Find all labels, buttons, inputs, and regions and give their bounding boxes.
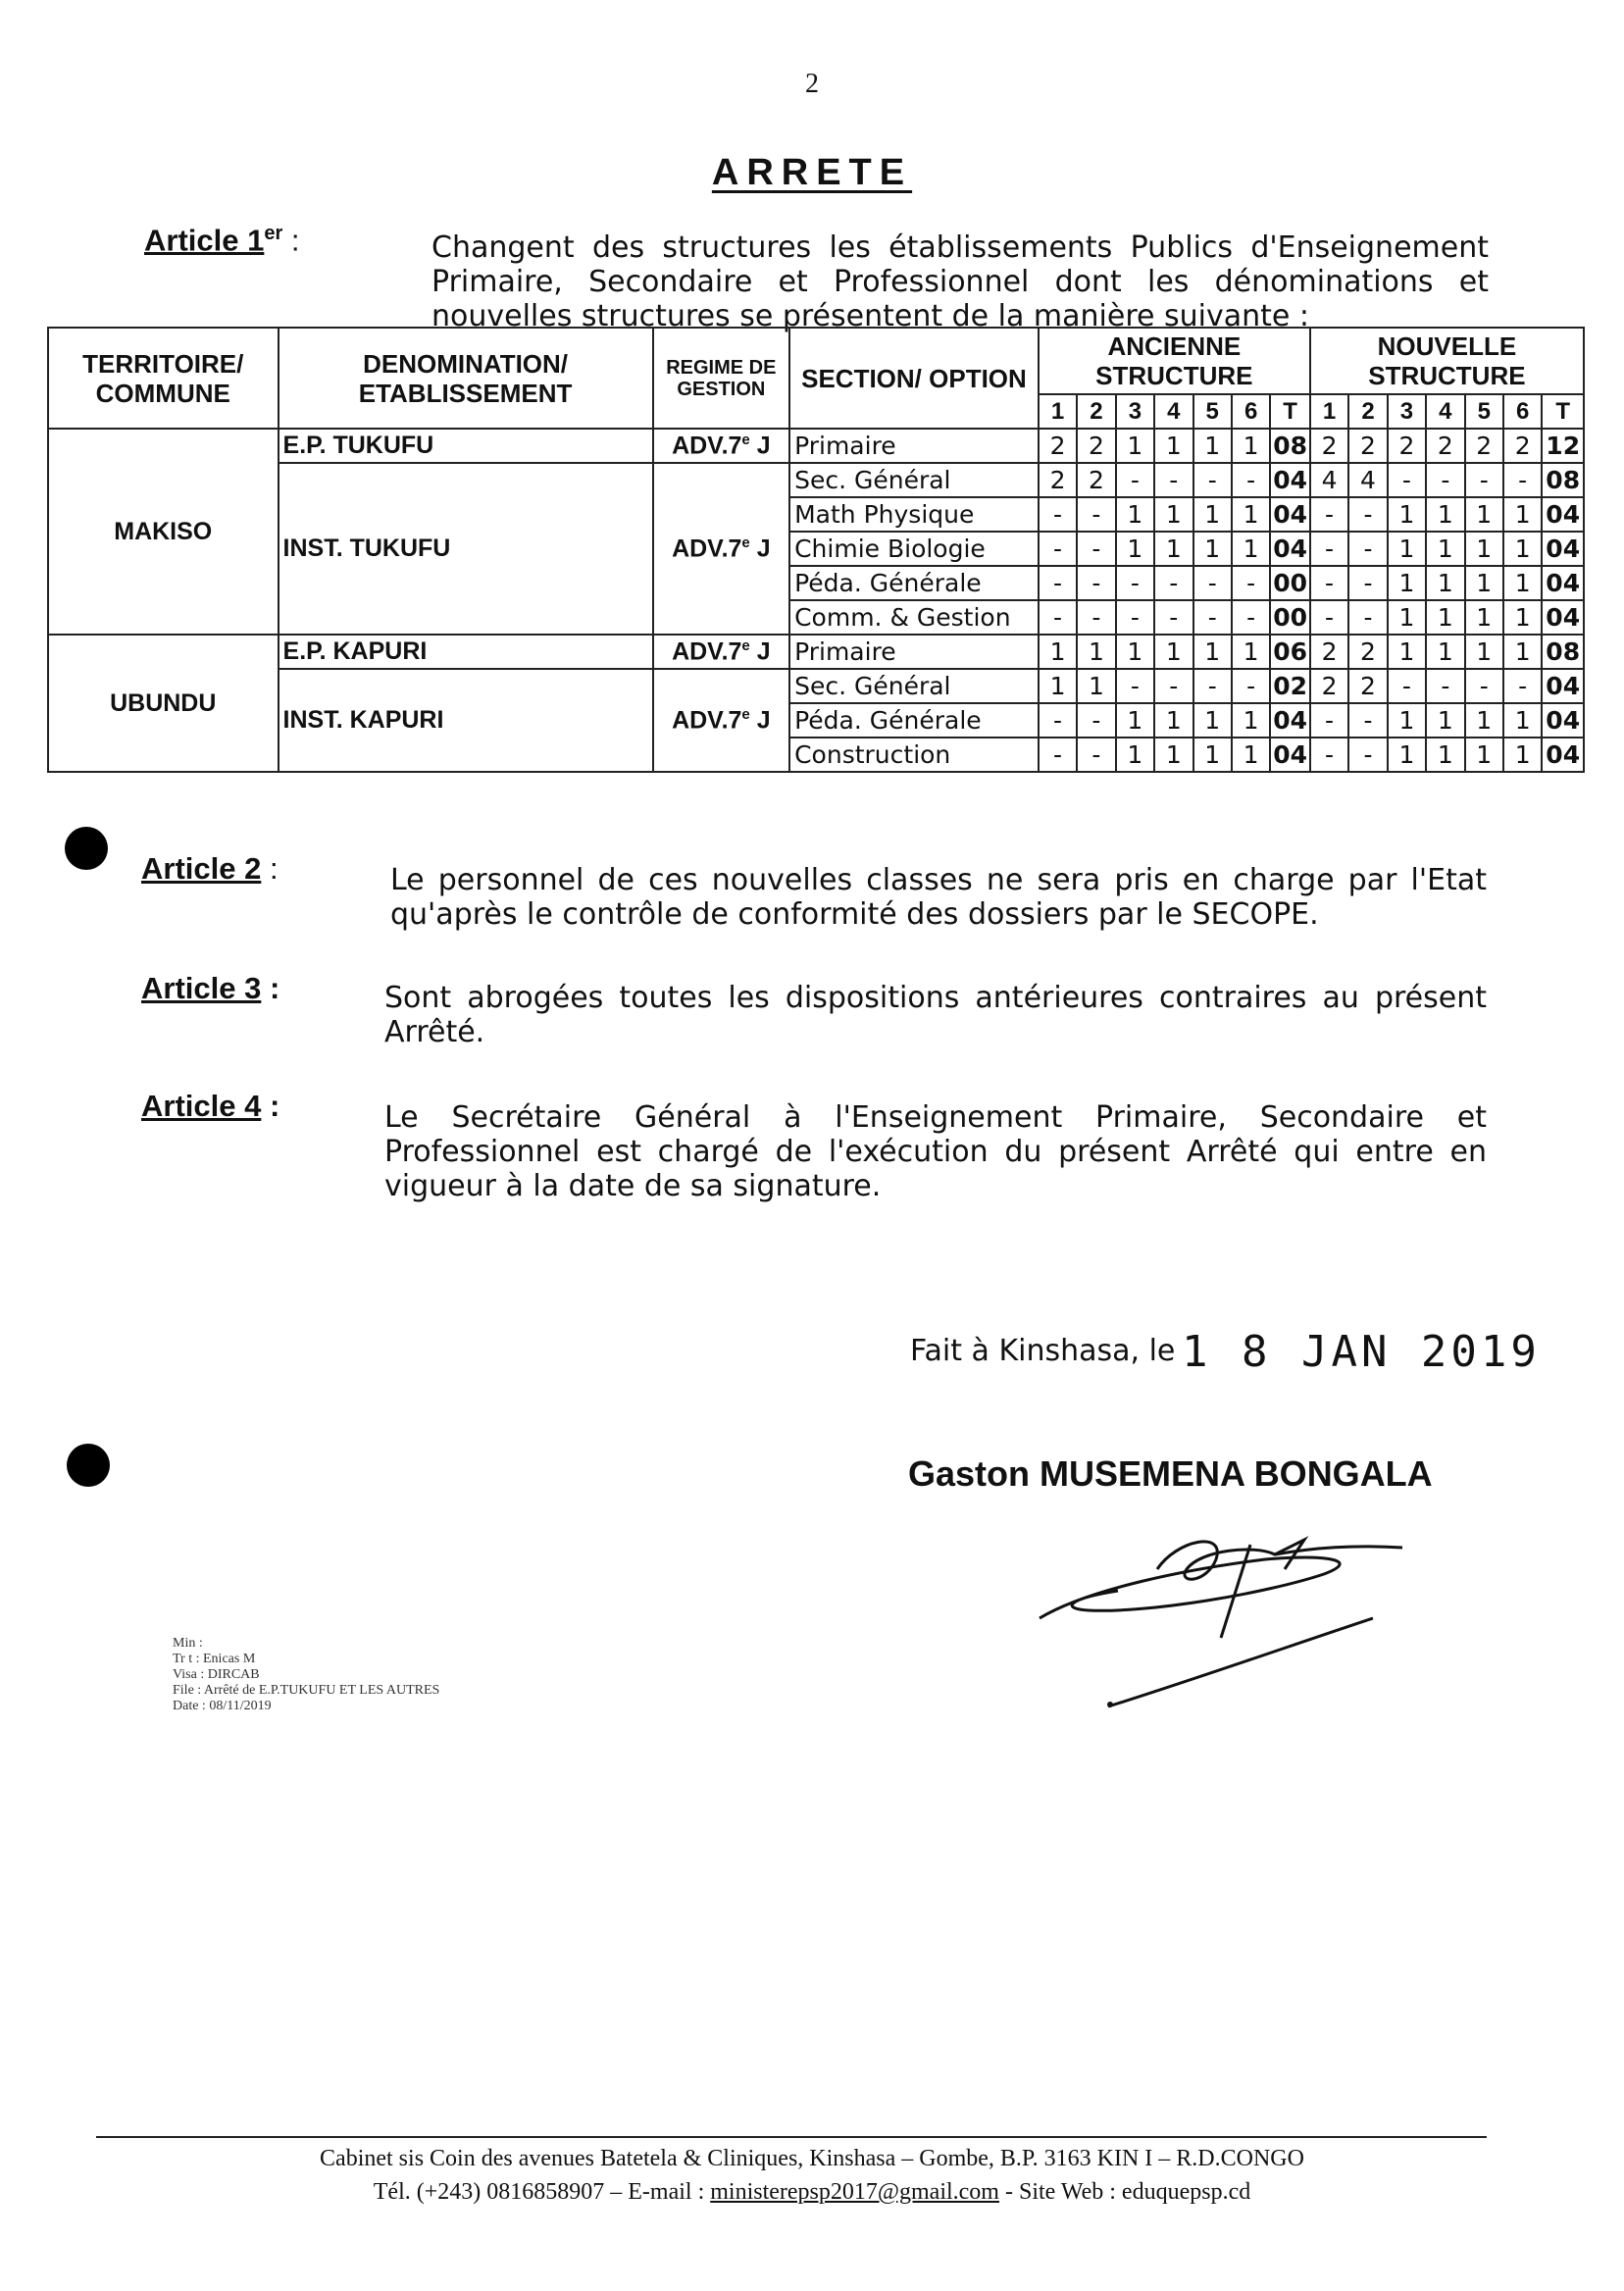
anc-class-cell: 1 — [1116, 635, 1154, 669]
document-title — [0, 152, 1624, 194]
nouv-class-cell: - — [1465, 463, 1503, 497]
anc-class-cell: 2 — [1039, 463, 1077, 497]
nouv-class-cell: - — [1503, 463, 1542, 497]
title-text: ARRETE — [711, 152, 913, 193]
anc-total-cell: 00 — [1270, 566, 1310, 600]
anc-col-header: 2 — [1077, 394, 1115, 429]
anc-total-cell: 08 — [1270, 429, 1310, 463]
anc-class-cell: 1 — [1154, 532, 1193, 566]
routing-file: File : Arrêté de E.P.TUKUFU ET LES AUTRES — [173, 1683, 440, 1698]
anc-class-cell: - — [1154, 600, 1193, 635]
article-4-text: Le Secrétaire Général à l'Enseignement Primaire, Secondaire et Professionnel est chargé de l'exécution du présent Arrêté qui entre en vigueur à la date de sa signature. — [384, 1100, 1487, 1203]
nouv-class-cell: - — [1310, 532, 1348, 566]
section-cell: Math Physique — [789, 497, 1039, 532]
nouv-col-header: 5 — [1465, 394, 1503, 429]
article-2-label: Article 2 : — [141, 851, 279, 886]
anc-class-cell: - — [1077, 532, 1115, 566]
anc-col-header: 5 — [1193, 394, 1232, 429]
anc-class-cell: 1 — [1232, 532, 1270, 566]
section-cell: Primaire — [789, 429, 1039, 463]
anc-class-cell: - — [1193, 566, 1232, 600]
nouv-class-cell: 1 — [1465, 497, 1503, 532]
anc-class-cell: 1 — [1193, 429, 1232, 463]
nouv-class-cell: 1 — [1465, 566, 1503, 600]
section-cell: Sec. Général — [789, 669, 1039, 703]
anc-total-cell: 04 — [1270, 497, 1310, 532]
anc-class-cell: - — [1116, 566, 1154, 600]
table-row — [48, 463, 1584, 497]
anc-class-cell: 1 — [1193, 703, 1232, 738]
nouv-class-cell: 2 — [1310, 635, 1348, 669]
anc-class-cell: 1 — [1154, 497, 1193, 532]
signatory-name: Gaston MUSEMENA BONGALA — [908, 1453, 1433, 1494]
anc-class-cell: 1 — [1116, 703, 1154, 738]
anc-class-cell: - — [1039, 497, 1077, 532]
nouv-class-cell: - — [1310, 497, 1348, 532]
routing-min: Min : — [173, 1636, 203, 1651]
nouv-col-header: T — [1542, 394, 1584, 429]
section-cell: Construction — [789, 738, 1039, 772]
anc-col-header: 3 — [1116, 394, 1154, 429]
nouv-class-cell: 1 — [1503, 738, 1542, 772]
section-cell: Primaire — [789, 635, 1039, 669]
nouv-total-cell: 04 — [1542, 703, 1584, 738]
anc-class-cell: 1 — [1232, 497, 1270, 532]
routing-treated: Tr t : Enicas M — [173, 1652, 256, 1666]
anc-total-cell: 00 — [1270, 600, 1310, 635]
regime-cell: ADV.7e J — [653, 669, 789, 772]
nouv-class-cell: - — [1388, 669, 1426, 703]
page-number: 2 — [805, 69, 819, 99]
nouv-class-cell: 4 — [1348, 463, 1387, 497]
nouv-class-cell: 1 — [1503, 703, 1542, 738]
etablissement-cell: E.P. TUKUFU — [279, 429, 653, 463]
anc-total-cell: 04 — [1270, 532, 1310, 566]
nouv-class-cell: 1 — [1465, 635, 1503, 669]
nouv-class-cell: 1 — [1426, 497, 1464, 532]
nouv-class-cell: - — [1310, 703, 1348, 738]
signature-place: Fait à Kinshasa, le — [910, 1334, 1176, 1368]
routing-visa: Visa : DIRCAB — [173, 1667, 260, 1682]
anc-class-cell: - — [1193, 463, 1232, 497]
anc-class-cell: - — [1116, 463, 1154, 497]
header-territoire: TERRITOIRE/ COMMUNE — [48, 328, 279, 429]
nouv-class-cell: 2 — [1310, 669, 1348, 703]
nouv-class-cell: 2 — [1348, 429, 1387, 463]
nouv-class-cell: 1 — [1388, 497, 1426, 532]
header-ancienne: ANCIENNE STRUCTURE — [1039, 328, 1310, 394]
header-section: SECTION/ OPTION — [789, 328, 1039, 429]
nouv-class-cell: 2 — [1465, 429, 1503, 463]
anc-class-cell: 1 — [1232, 635, 1270, 669]
routing-date: Date : 08/11/2019 — [173, 1699, 272, 1713]
nouv-class-cell: 1 — [1426, 738, 1464, 772]
anc-class-cell: - — [1232, 566, 1270, 600]
routing-notes — [173, 1636, 467, 1714]
nouv-class-cell: 2 — [1388, 429, 1426, 463]
nouv-class-cell: 1 — [1426, 532, 1464, 566]
anc-class-cell: 2 — [1039, 429, 1077, 463]
anc-class-cell: 1 — [1154, 635, 1193, 669]
nouv-class-cell: 1 — [1465, 600, 1503, 635]
header-nouvelle: NOUVELLE STRUCTURE — [1310, 328, 1584, 394]
nouv-class-cell: 2 — [1503, 429, 1542, 463]
etablissement-cell: INST. TUKUFU — [279, 463, 653, 635]
anc-class-cell: 1 — [1193, 532, 1232, 566]
nouv-col-header: 2 — [1348, 394, 1387, 429]
anc-class-cell: - — [1039, 566, 1077, 600]
nouv-class-cell: - — [1310, 738, 1348, 772]
structure-table — [47, 327, 1585, 773]
table-row — [48, 429, 1584, 463]
anc-col-header: 6 — [1232, 394, 1270, 429]
nouv-class-cell: 1 — [1388, 600, 1426, 635]
anc-class-cell: - — [1193, 600, 1232, 635]
nouv-class-cell: - — [1426, 463, 1464, 497]
regime-cell: ADV.7e J — [653, 463, 789, 635]
anc-total-cell: 06 — [1270, 635, 1310, 669]
territoire-cell: MAKISO — [48, 429, 279, 635]
nouv-class-cell: - — [1503, 669, 1542, 703]
anc-class-cell: - — [1039, 600, 1077, 635]
nouv-class-cell: 1 — [1388, 532, 1426, 566]
etablissement-cell: INST. KAPURI — [279, 669, 653, 772]
anc-class-cell: 1 — [1154, 429, 1193, 463]
anc-col-header: T — [1270, 394, 1310, 429]
nouv-class-cell: 1 — [1503, 600, 1542, 635]
nouv-class-cell: 1 — [1388, 635, 1426, 669]
article-2-text: Le personnel de ces nouvelles classes ne sera pris en charge par l'Etat qu'après le contrôle de conformité des dossiers par le SECOPE. — [390, 863, 1487, 932]
anc-class-cell: 1 — [1039, 635, 1077, 669]
nouv-class-cell: 1 — [1426, 703, 1464, 738]
table-row — [48, 635, 1584, 669]
nouv-col-header: 4 — [1426, 394, 1464, 429]
handwritten-signature — [1030, 1501, 1442, 1726]
anc-class-cell: 1 — [1039, 669, 1077, 703]
nouv-class-cell: - — [1348, 532, 1387, 566]
anc-class-cell: - — [1154, 669, 1193, 703]
nouv-class-cell: - — [1348, 738, 1387, 772]
nouv-class-cell: 1 — [1388, 738, 1426, 772]
nouv-total-cell: 08 — [1542, 635, 1584, 669]
nouv-class-cell: - — [1426, 669, 1464, 703]
regime-cell: ADV.7e J — [653, 635, 789, 669]
nouv-class-cell: 1 — [1426, 635, 1464, 669]
anc-class-cell: 1 — [1193, 738, 1232, 772]
anc-class-cell: 1 — [1116, 738, 1154, 772]
nouv-total-cell: 04 — [1542, 566, 1584, 600]
nouv-class-cell: - — [1310, 600, 1348, 635]
nouv-total-cell: 04 — [1542, 669, 1584, 703]
anc-class-cell: 1 — [1232, 703, 1270, 738]
anc-class-cell: 1 — [1232, 738, 1270, 772]
nouv-class-cell: 1 — [1465, 738, 1503, 772]
nouv-class-cell: 1 — [1503, 566, 1542, 600]
section-cell: Péda. Générale — [789, 566, 1039, 600]
nouv-class-cell: 1 — [1388, 703, 1426, 738]
section-cell: Chimie Biologie — [789, 532, 1039, 566]
regime-cell: ADV.7e J — [653, 429, 789, 463]
nouv-class-cell: 1 — [1465, 532, 1503, 566]
header-regime: REGIME DE GESTION — [653, 328, 789, 429]
nouv-total-cell: 04 — [1542, 497, 1584, 532]
anc-class-cell: - — [1232, 669, 1270, 703]
nouv-total-cell: 12 — [1542, 429, 1584, 463]
anc-class-cell: - — [1077, 738, 1115, 772]
anc-class-cell: 1 — [1193, 635, 1232, 669]
nouv-class-cell: 1 — [1388, 566, 1426, 600]
anc-class-cell: 1 — [1077, 669, 1115, 703]
footer-address: Cabinet sis Coin des avenues Batetela & Cliniques, Kinshasa – Gombe, B.P. 3163 KIN I – R.D.CONGO — [320, 2146, 1304, 2171]
section-cell: Sec. Général — [789, 463, 1039, 497]
nouv-class-cell: 2 — [1426, 429, 1464, 463]
anc-col-header: 1 — [1039, 394, 1077, 429]
signature-date: 1 8 JAN 2019 — [1182, 1327, 1541, 1377]
nouv-class-cell: 1 — [1426, 600, 1464, 635]
nouv-class-cell: 1 — [1503, 635, 1542, 669]
anc-total-cell: 04 — [1270, 463, 1310, 497]
nouv-col-header: 1 — [1310, 394, 1348, 429]
territoire-cell: UBUNDU — [48, 635, 279, 772]
anc-class-cell: - — [1077, 703, 1115, 738]
nouv-class-cell: 1 — [1465, 703, 1503, 738]
nouv-class-cell: - — [1348, 497, 1387, 532]
anc-total-cell: 04 — [1270, 738, 1310, 772]
nouv-class-cell: 1 — [1503, 497, 1542, 532]
anc-class-cell: - — [1077, 497, 1115, 532]
punch-hole-mark-2 — [67, 1444, 110, 1487]
nouv-col-header: 6 — [1503, 394, 1542, 429]
anc-class-cell: 1 — [1154, 703, 1193, 738]
article-3-text: Sont abrogées toutes les dispositions antérieures contraires au présent Arrêté. — [384, 981, 1487, 1049]
footer-rule — [96, 2136, 1487, 2138]
nouv-total-cell: 08 — [1542, 463, 1584, 497]
article-1-label: Article 1er : — [144, 223, 300, 258]
nouv-total-cell: 04 — [1542, 600, 1584, 635]
article-4-label: Article 4 : — [141, 1089, 280, 1123]
nouv-col-header: 3 — [1388, 394, 1426, 429]
anc-class-cell: - — [1039, 738, 1077, 772]
nouv-class-cell: 1 — [1503, 532, 1542, 566]
nouv-class-cell: 2 — [1348, 669, 1387, 703]
anc-class-cell: 1 — [1193, 497, 1232, 532]
anc-class-cell: 1 — [1154, 738, 1193, 772]
table-row — [48, 669, 1584, 703]
nouv-class-cell: - — [1348, 600, 1387, 635]
section-cell: Péda. Générale — [789, 703, 1039, 738]
nouv-class-cell: - — [1310, 566, 1348, 600]
anc-class-cell: - — [1154, 566, 1193, 600]
footer-contact: Tél. (+243) 0816858907 – E-mail : ministerepsp2017@gmail.com - Site Web : eduquepsp.cd — [373, 2179, 1251, 2205]
anc-class-cell: - — [1154, 463, 1193, 497]
nouv-class-cell: - — [1388, 463, 1426, 497]
nouv-total-cell: 04 — [1542, 738, 1584, 772]
anc-class-cell: 1 — [1232, 429, 1270, 463]
anc-class-cell: - — [1039, 532, 1077, 566]
anc-class-cell: 1 — [1116, 429, 1154, 463]
anc-class-cell: - — [1077, 566, 1115, 600]
footer-email-link[interactable]: ministerepsp2017@gmail.com — [710, 2179, 999, 2205]
anc-class-cell: - — [1039, 703, 1077, 738]
nouv-class-cell: - — [1465, 669, 1503, 703]
nouv-class-cell: 4 — [1310, 463, 1348, 497]
nouv-class-cell: 2 — [1348, 635, 1387, 669]
nouv-total-cell: 04 — [1542, 532, 1584, 566]
anc-class-cell: - — [1232, 600, 1270, 635]
anc-class-cell: 2 — [1077, 463, 1115, 497]
article-3-label: Article 3 : — [141, 971, 280, 1005]
anc-total-cell: 02 — [1270, 669, 1310, 703]
anc-class-cell: 1 — [1116, 497, 1154, 532]
anc-class-cell: - — [1116, 600, 1154, 635]
anc-class-cell: 1 — [1077, 635, 1115, 669]
anc-class-cell: - — [1077, 600, 1115, 635]
header-denomination: DENOMINATION/ ETABLISSEMENT — [279, 328, 653, 429]
nouv-class-cell: 1 — [1426, 566, 1464, 600]
etablissement-cell: E.P. KAPURI — [279, 635, 653, 669]
anc-col-header: 4 — [1154, 394, 1193, 429]
anc-class-cell: - — [1232, 463, 1270, 497]
section-cell: Comm. & Gestion — [789, 600, 1039, 635]
anc-class-cell: - — [1116, 669, 1154, 703]
anc-class-cell: 2 — [1077, 429, 1115, 463]
nouv-class-cell: - — [1348, 566, 1387, 600]
nouv-class-cell: 2 — [1310, 429, 1348, 463]
anc-total-cell: 04 — [1270, 703, 1310, 738]
anc-class-cell: - — [1193, 669, 1232, 703]
punch-hole-mark — [65, 827, 108, 870]
nouv-class-cell: - — [1348, 703, 1387, 738]
anc-class-cell: 1 — [1116, 532, 1154, 566]
article-1-text: Changent des structures les établissements Publics d'Enseignement Primaire, Secondaire et Professionnel dont les dénominations et nouvelles structures se présentent de la manière suivante : — [431, 230, 1489, 333]
